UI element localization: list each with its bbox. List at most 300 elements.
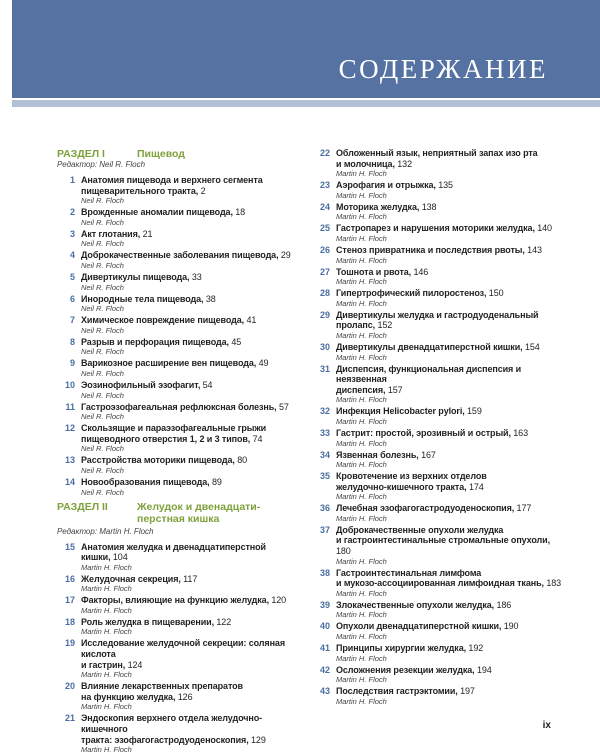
- entry-body: [336, 600, 562, 620]
- toc-entry[interactable]: [57, 542, 297, 572]
- entry-body: [336, 428, 562, 448]
- chapter-number: 33: [319, 427, 330, 438]
- section-label: РАЗДЕЛ II: [57, 500, 108, 513]
- chapter-number: 34: [319, 449, 330, 460]
- chapter-page: 183: [546, 578, 562, 589]
- chapter-title-line: [81, 638, 297, 670]
- chapter-title-line: [336, 643, 562, 654]
- chapter-number: 22: [319, 148, 330, 158]
- chapter-author: Neil R. Floch: [81, 390, 124, 400]
- entry-body: [336, 364, 562, 405]
- toc-entry[interactable]: [312, 223, 562, 243]
- chapter-number: 4: [69, 250, 75, 261]
- chapter-author: Martin H. Floch: [81, 745, 132, 755]
- entry-body: [81, 455, 297, 475]
- chapter-title: Желудочная секреция,: [81, 573, 181, 584]
- chapter-author: Martin H. Floch: [81, 702, 132, 712]
- chapter-title-line: [336, 223, 562, 234]
- toc-entry[interactable]: [312, 525, 562, 566]
- chapter-page: 33: [191, 271, 202, 282]
- chapter-title-line: [81, 207, 297, 218]
- chapter-title: Врожденные аномалии пищевода,: [81, 207, 233, 218]
- chapter-title: Варикозное расширение вен пищевода,: [81, 358, 257, 369]
- toc-entry[interactable]: [312, 621, 562, 641]
- chapter-page: 192: [468, 643, 484, 654]
- chapter-title: Аэрофагия и отрыжка,: [336, 180, 436, 191]
- chapter-page: 143: [527, 244, 542, 255]
- chapter-title: Эозинофильный эзофагит,: [81, 379, 201, 390]
- chapter-author: Martin H. Floch: [336, 233, 387, 243]
- chapter-number: 7: [69, 315, 75, 326]
- entry-body: [336, 686, 562, 706]
- toc-left-column: [57, 148, 297, 756]
- chapter-page: 49: [258, 358, 269, 369]
- chapter-author: Neil R. Floch: [81, 196, 124, 206]
- chapter-author: Martin H. Floch: [336, 277, 387, 287]
- chapter-title: Влияние лекарственных препаратов на функцию желудка,: [81, 681, 243, 702]
- chapter-page: 2: [200, 185, 206, 196]
- chapter-title-line: [336, 180, 562, 191]
- chapter-author: Neil R. Floch: [81, 260, 124, 270]
- header-rule: [12, 100, 600, 107]
- toc-entry[interactable]: [312, 600, 562, 620]
- chapter-title-line: [81, 315, 297, 326]
- toc-entry[interactable]: [57, 337, 297, 357]
- chapter-title-line: [81, 617, 297, 628]
- entry-body: [81, 250, 297, 270]
- chapter-title-line: [81, 455, 297, 466]
- toc-entry[interactable]: [312, 148, 562, 178]
- chapter-number: 35: [319, 471, 330, 482]
- chapter-page: 89: [211, 476, 222, 487]
- chapter-title-line: [336, 245, 562, 256]
- chapter-title-line: [336, 525, 562, 557]
- chapter-list: [57, 175, 297, 497]
- chapter-number: 38: [319, 567, 330, 578]
- chapter-page: 41: [246, 315, 257, 326]
- toc-entry[interactable]: [57, 207, 297, 227]
- toc-right-column: [312, 148, 562, 708]
- chapter-title: Тошнота и рвота,: [336, 266, 412, 277]
- chapter-title-line: [336, 503, 562, 514]
- chapter-title-line: [336, 406, 562, 417]
- chapter-title-line: [336, 600, 562, 611]
- toc-entry[interactable]: [312, 643, 562, 663]
- chapter-page: 126: [177, 691, 193, 702]
- chapter-page: 157: [387, 384, 403, 395]
- entry-body: [336, 568, 562, 598]
- chapter-number: 29: [319, 309, 330, 320]
- chapter-number: 20: [64, 681, 75, 692]
- chapter-title-line: [336, 621, 562, 632]
- chapter-author: Martin H. Floch: [336, 438, 387, 448]
- chapter-number: 43: [319, 686, 330, 697]
- toc-entry[interactable]: [57, 402, 297, 422]
- entry-body: [81, 315, 297, 335]
- entry-body: [81, 337, 297, 357]
- entry-body: [81, 402, 297, 422]
- chapter-title: Гастроинтестинальная лимфома и мукозо-ассоциированная лимфоидная ткань,: [336, 567, 544, 589]
- chapter-page: 38: [205, 293, 216, 304]
- chapter-author: Martin H. Floch: [81, 605, 132, 615]
- chapter-page: 174: [468, 481, 484, 492]
- entry-body: [336, 525, 562, 566]
- chapter-title: Расстройства моторики пищевода,: [81, 455, 235, 466]
- chapter-title: Гипертрофический пилоростеноз,: [336, 288, 487, 299]
- chapter-title-line: [81, 423, 297, 444]
- chapter-number: 31: [319, 363, 330, 374]
- toc-entry[interactable]: [312, 245, 562, 265]
- chapter-title: Принципы хирургии желудка,: [336, 643, 467, 654]
- chapter-number: 28: [319, 288, 330, 299]
- toc-entry[interactable]: [312, 503, 562, 523]
- chapter-title: Анатомия пищевода и верхнего сегмента пищеварительного тракта,: [81, 175, 263, 196]
- chapter-author: Martin H. Floch: [336, 169, 387, 179]
- entry-body: [81, 574, 297, 594]
- chapter-author: Martin H. Floch: [336, 416, 387, 426]
- chapter-title-line: [336, 568, 562, 589]
- entry-body: [81, 294, 297, 314]
- section-title: Пищевод: [137, 148, 185, 160]
- toc-entry[interactable]: [57, 477, 297, 497]
- chapter-author: Martin H. Floch: [336, 696, 387, 706]
- chapter-title-line: [81, 595, 297, 606]
- entry-body: [336, 503, 562, 523]
- chapter-number: 23: [319, 180, 330, 191]
- entry-body: [336, 245, 562, 265]
- chapter-title-line: [81, 477, 297, 488]
- toc-entry[interactable]: [312, 471, 562, 501]
- toc-entry[interactable]: [57, 681, 297, 711]
- chapter-page: 124: [127, 659, 143, 670]
- page-title: СОДЕРЖАНИЕ: [338, 54, 548, 84]
- toc-entry[interactable]: [57, 455, 297, 475]
- chapter-title: Гастропарез и нарушения моторики желудка,: [336, 223, 535, 234]
- chapter-title-line: [336, 428, 562, 439]
- entry-body: [81, 595, 297, 615]
- entry-body: [81, 713, 297, 754]
- entry-body: [81, 272, 297, 292]
- chapter-title: Скользящие и параэзофагеальные грыжи пищеводного отверстия 1, 2 и 3 типов,: [81, 423, 267, 444]
- toc-entry[interactable]: [57, 175, 297, 205]
- chapter-title: Моторика желудка,: [336, 201, 420, 212]
- chapter-number: 39: [319, 599, 330, 610]
- chapter-number: 3: [69, 228, 75, 239]
- chapter-page: 159: [467, 406, 482, 417]
- chapter-page: 190: [503, 621, 519, 632]
- chapter-page: 135: [438, 180, 453, 191]
- chapter-page: 197: [460, 686, 475, 697]
- chapter-number: 37: [319, 524, 330, 535]
- chapter-title-line: [81, 337, 297, 348]
- toc-entry[interactable]: [57, 294, 297, 314]
- chapter-title: Доброкачественные опухоли желудка и гастроинтестинальные стромальные опухоли,: [336, 524, 550, 546]
- chapter-page: 45: [231, 336, 242, 347]
- chapter-number: 18: [64, 616, 75, 627]
- chapter-title-line: [81, 380, 297, 391]
- chapter-author: Martin H. Floch: [336, 675, 387, 685]
- chapter-author: Martin H. Floch: [81, 584, 132, 594]
- toc-entry[interactable]: [312, 686, 562, 706]
- toc-entry[interactable]: [57, 315, 297, 335]
- entry-body: [336, 643, 562, 663]
- chapter-page: 167: [421, 449, 436, 460]
- section-editor: Редактор: Martin H. Floch: [57, 526, 154, 536]
- entry-body: [336, 450, 562, 470]
- toc-entry[interactable]: [57, 250, 297, 270]
- chapter-author: Neil R. Floch: [81, 239, 124, 249]
- chapter-author: Neil R. Floch: [81, 325, 124, 335]
- toc-entry[interactable]: [57, 595, 297, 615]
- chapter-title-line: [81, 229, 297, 240]
- chapter-title-line: [81, 402, 297, 413]
- chapter-author: Martin H. Floch: [336, 588, 387, 598]
- toc-entry[interactable]: [57, 423, 297, 453]
- chapter-title-line: [81, 358, 297, 369]
- chapter-author: Martin H. Floch: [336, 190, 387, 200]
- chapter-title: Дивертикулы двенадцатиперстной кишки,: [336, 341, 523, 352]
- toc-entry[interactable]: [312, 364, 562, 405]
- chapter-title: Дивертикулы пищевода,: [81, 271, 190, 282]
- chapter-number: 17: [64, 595, 75, 606]
- toc-entry[interactable]: [312, 450, 562, 470]
- chapter-author: Martin H. Floch: [81, 562, 132, 572]
- chapter-title: Стеноз привратника и последствия рвоты,: [336, 244, 525, 255]
- entry-body: [336, 202, 562, 222]
- chapter-author: Martin H. Floch: [336, 460, 387, 470]
- toc-entry[interactable]: [57, 229, 297, 249]
- chapter-title-line: [336, 471, 562, 492]
- toc-entry[interactable]: [57, 358, 297, 378]
- chapter-page: 140: [537, 223, 552, 234]
- page-number: ix: [542, 720, 551, 731]
- chapter-title: Обложенный язык, неприятный запах изо рта и молочница,: [336, 148, 538, 169]
- toc-entry[interactable]: [312, 406, 562, 426]
- entry-body: [81, 175, 297, 205]
- chapter-title-line: [81, 250, 297, 261]
- chapter-title-line: [336, 665, 562, 676]
- entry-body: [336, 223, 562, 243]
- chapter-number: 32: [319, 406, 330, 417]
- section-heading: [57, 148, 297, 160]
- chapter-title: Эндоскопия верхнего отдела желудочно-кишечного тракта: эзофагогастродуоденоскопия,: [81, 713, 263, 745]
- chapter-title: Лечебная эзофагогастродуоденоскопия,: [336, 503, 515, 514]
- chapter-author: Neil R. Floch: [81, 304, 124, 314]
- chapter-title-line: [336, 342, 562, 353]
- entry-body: [81, 207, 297, 227]
- chapter-author: Neil R. Floch: [81, 487, 124, 497]
- chapter-page: 104: [112, 552, 128, 563]
- toc-entry[interactable]: [57, 713, 297, 754]
- chapter-title-line: [81, 294, 297, 305]
- chapter-page: 74: [252, 433, 263, 444]
- chapter-author: Martin H. Floch: [336, 513, 387, 523]
- chapter-author: Martin H. Floch: [336, 352, 387, 362]
- chapter-page: 29: [280, 250, 291, 261]
- chapter-number: 25: [319, 223, 330, 234]
- chapter-title: Роль желудка в пищеварении,: [81, 616, 214, 627]
- entry-body: [336, 310, 562, 340]
- chapter-title: Опухоли двенадцатиперстной кишки,: [336, 621, 502, 632]
- entry-body: [336, 180, 562, 200]
- toc-entry[interactable]: [312, 202, 562, 222]
- chapter-number: 14: [64, 476, 75, 487]
- chapter-title: Анатомия желудка и двенадцатиперстной кишки,: [81, 541, 266, 563]
- chapter-title: Акт глотания,: [81, 228, 141, 239]
- chapter-page: 117: [183, 573, 198, 584]
- toc-entry[interactable]: [57, 638, 297, 679]
- entry-body: [336, 471, 562, 501]
- entry-body: [336, 148, 562, 178]
- section-block: [57, 501, 297, 755]
- chapter-page: 18: [235, 207, 246, 218]
- chapter-author: Neil R. Floch: [81, 368, 124, 378]
- chapter-title-line: [81, 272, 297, 283]
- toc-entry[interactable]: [312, 288, 562, 308]
- chapter-author: Martin H. Floch: [81, 627, 132, 637]
- toc-entry[interactable]: [312, 267, 562, 287]
- chapter-title-line: [336, 288, 562, 299]
- chapter-page: 194: [476, 664, 492, 675]
- chapter-title: Новообразования пищевода,: [81, 476, 210, 487]
- chapter-title: Химическое повреждение пищевода,: [81, 315, 245, 326]
- chapter-number: 19: [64, 638, 75, 649]
- chapter-title: Кровотечение из верхних отделов желудочно-кишечного тракта,: [336, 471, 487, 492]
- chapter-number: 42: [319, 664, 330, 675]
- chapter-page: 57: [279, 401, 289, 412]
- chapter-author: Neil R. Floch: [81, 347, 124, 357]
- chapter-number: 9: [69, 358, 75, 369]
- chapter-title-line: [336, 267, 562, 278]
- chapter-number: 10: [64, 379, 75, 390]
- toc-entry[interactable]: [57, 617, 297, 637]
- entry-body: [81, 542, 297, 572]
- chapter-author: Martin H. Floch: [336, 610, 387, 620]
- chapter-title-line: [336, 686, 562, 697]
- chapter-number: 8: [69, 336, 75, 347]
- chapter-page: 120: [271, 595, 287, 606]
- chapter-title: Диспепсия, функциональная диспепсия и неязвенная диспепсия,: [336, 363, 522, 395]
- entry-body: [336, 267, 562, 287]
- entry-body: [81, 358, 297, 378]
- chapter-number: 30: [319, 341, 330, 352]
- chapter-author: Martin H. Floch: [336, 330, 387, 340]
- chapter-page: 132: [397, 158, 412, 169]
- entry-body: [336, 621, 562, 641]
- chapter-number: 2: [69, 207, 75, 218]
- chapter-title-line: [336, 450, 562, 461]
- toc-entry[interactable]: [57, 380, 297, 400]
- chapter-title-line: [336, 202, 562, 213]
- chapter-title: Злокачественные опухоли желудка,: [336, 599, 495, 610]
- chapter-author: Martin H. Floch: [336, 395, 387, 405]
- chapter-title: Разрыв и перфорация пищевода,: [81, 336, 229, 347]
- chapter-page: 80: [237, 455, 248, 466]
- chapter-author: Neil R. Floch: [81, 282, 124, 292]
- chapter-title: Доброкачественные заболевания пищевода,: [81, 250, 279, 261]
- chapter-title-line: [336, 364, 562, 396]
- entry-body: [81, 380, 297, 400]
- entry-body: [81, 681, 297, 711]
- entry-body: [336, 288, 562, 308]
- chapter-title: Последствия гастрэктомии,: [336, 686, 458, 697]
- chapter-number: 36: [319, 503, 330, 514]
- chapter-title: Осложнения резекции желудка,: [336, 664, 475, 675]
- chapter-number: 15: [64, 541, 75, 552]
- chapter-page: 163: [513, 427, 528, 438]
- chapter-title: Гастрит: простой, эрозивный и острый,: [336, 427, 511, 438]
- chapter-title: Инородные тела пищевода,: [81, 293, 204, 304]
- chapter-page: 21: [142, 228, 153, 239]
- chapter-page: 177: [516, 503, 532, 514]
- entry-body: [81, 617, 297, 637]
- toc-entry[interactable]: [312, 665, 562, 685]
- chapter-page: 146: [413, 266, 429, 277]
- toc-entry[interactable]: [57, 574, 297, 594]
- entry-body: [81, 477, 297, 497]
- toc-entry[interactable]: [312, 428, 562, 448]
- chapter-title: Дивертикулы желудка и гастродуоденальный пролапс,: [336, 309, 539, 331]
- chapter-number: 12: [64, 423, 75, 434]
- chapter-page: 54: [202, 379, 213, 390]
- toc-entry[interactable]: [312, 342, 562, 362]
- chapter-title: Факторы, влияющие на функцию желудка,: [81, 595, 269, 606]
- section-block: [57, 148, 297, 497]
- chapter-title-line: [336, 148, 562, 169]
- chapter-number: 6: [69, 293, 75, 304]
- entry-body: [81, 423, 297, 453]
- chapter-number: 26: [319, 244, 330, 255]
- section-editor: Редактор: Neil R. Floch: [57, 160, 146, 169]
- toc-entry[interactable]: [312, 180, 562, 200]
- entry-body: [81, 638, 297, 679]
- chapter-number: 27: [319, 266, 330, 277]
- chapter-title-line: [81, 542, 297, 563]
- entry-body: [336, 342, 562, 362]
- chapter-number: 41: [319, 643, 330, 654]
- chapter-author: Martin H. Floch: [336, 492, 387, 502]
- chapter-number: 16: [64, 573, 75, 584]
- toc-entry[interactable]: [312, 568, 562, 598]
- chapter-number: 1: [69, 175, 75, 185]
- chapter-number: 5: [69, 271, 75, 282]
- chapter-number: 21: [64, 713, 75, 724]
- toc-entry[interactable]: [57, 272, 297, 292]
- section-label: РАЗДЕЛ I: [57, 148, 105, 160]
- entry-body: [81, 229, 297, 249]
- toc-entry[interactable]: [312, 310, 562, 340]
- chapter-title: Исследование желудочной секреции: соляная кислота и гастрин,: [81, 638, 285, 670]
- chapter-author: Martin H. Floch: [336, 255, 387, 265]
- chapter-title: Язвенная болезнь,: [336, 449, 419, 460]
- chapter-title-line: [81, 681, 297, 702]
- entry-body: [336, 665, 562, 685]
- chapter-title-line: [81, 713, 297, 745]
- entry-body: [336, 406, 562, 426]
- chapter-author: Martin H. Floch: [336, 632, 387, 642]
- chapter-author: Martin H. Floch: [336, 653, 387, 663]
- chapter-title: Инфекция Helicobacter pylori,: [336, 406, 465, 417]
- chapter-title-line: [336, 310, 562, 331]
- chapter-author: Martin H. Floch: [336, 212, 387, 222]
- chapter-author: Neil R. Floch: [81, 465, 124, 475]
- section-title: Желудок и двенадцати- перстная кишка: [137, 500, 261, 525]
- chapter-author: Neil R. Floch: [81, 217, 124, 227]
- chapter-author: Martin H. Floch: [336, 298, 387, 308]
- chapter-number: 40: [319, 621, 330, 632]
- chapter-title: Гастроэзофагеальная рефлюксная болезнь,: [81, 401, 277, 412]
- chapter-page: 138: [421, 201, 437, 212]
